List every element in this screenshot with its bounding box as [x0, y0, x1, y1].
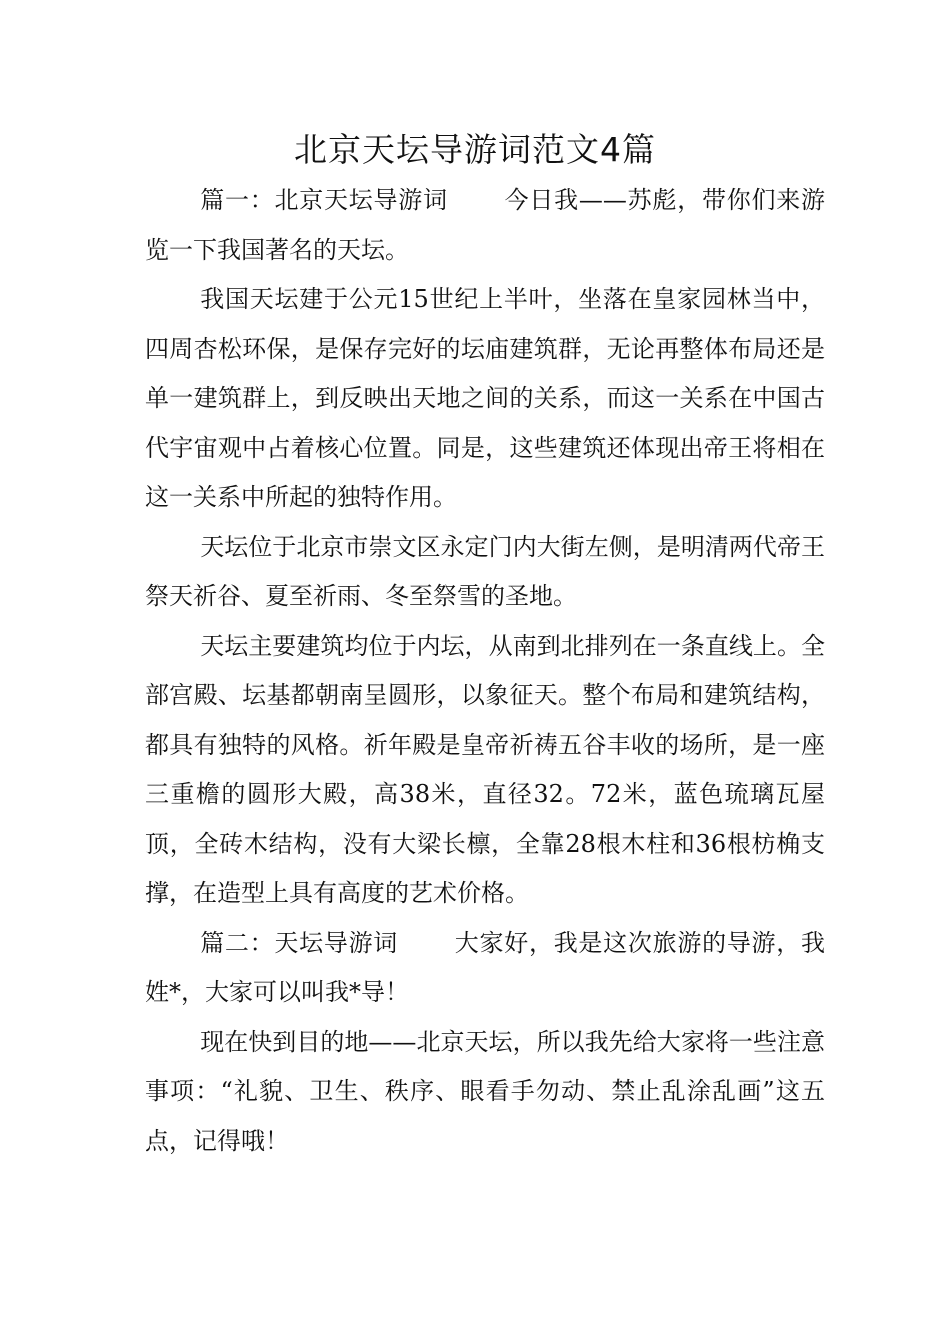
- paragraph-6: [145, 1018, 825, 1167]
- section-heading-1: 篇一：北京天坛导游词: [200, 186, 448, 214]
- paragraph-4: [145, 622, 825, 919]
- paragraph-text-5: 大家好，我是这次旅游的导游，我姓*，大家可以叫我*导！: [145, 928, 826, 1006]
- paragraph-text-4: 天坛主要建筑均位于内坛，从南到北排列在一条直线上。全部宫殿、坛基都朝南呈圆形，以象征天。整个布局和建筑结构，都具有独特的风格。祈年殿是皇帝祈祷五谷丰收的场所，是一座三重檐的圆形大殿，高38米，直径32。72米，蓝色琉璃瓦屋顶，全砖木结构，没有大梁长檩，全靠28根木柱和36根枋桷支撑，在造型上具有高度的艺术价格。: [145, 631, 825, 907]
- paragraph-1: [145, 176, 825, 275]
- paragraph-3: [145, 523, 825, 622]
- section-heading-2: 篇二：天坛导游词: [200, 928, 399, 957]
- document-body: [145, 176, 825, 1166]
- document-title: 北京天坛导游词范文4篇: [294, 130, 656, 169]
- paragraph-2: [145, 275, 825, 523]
- paragraph-text-6: 现在快到目的地——北京天坛，所以我先给大家将一些注意事项：“礼貌、卫生、秩序、眼看手勿动、禁止乱涂乱画”这五点，记得哦！: [145, 1027, 825, 1155]
- paragraph-5: [145, 919, 825, 1018]
- paragraph-text-3: 天坛位于北京市崇文区永定门内大街左侧，是明清两代帝王祭天祈谷、夏至祈雨、冬至祭雪的圣地。: [145, 532, 825, 610]
- paragraph-text-2: 我国天坛建于公元15世纪上半叶，坐落在皇家园林当中，四周杏松环保，是保存完好的坛庙建筑群，无论再整体布局还是单一建筑群上，到反映出天地之间的关系，而这一关系在中国古代宇宙观中占着核心位置。同是，这些建筑还体现出帝王将相在这一关系中所起的独特作用。: [145, 285, 825, 511]
- paragraph-text-1: 今日我——苏彪，带你们来游览一下我国著名的天坛。: [145, 186, 826, 264]
